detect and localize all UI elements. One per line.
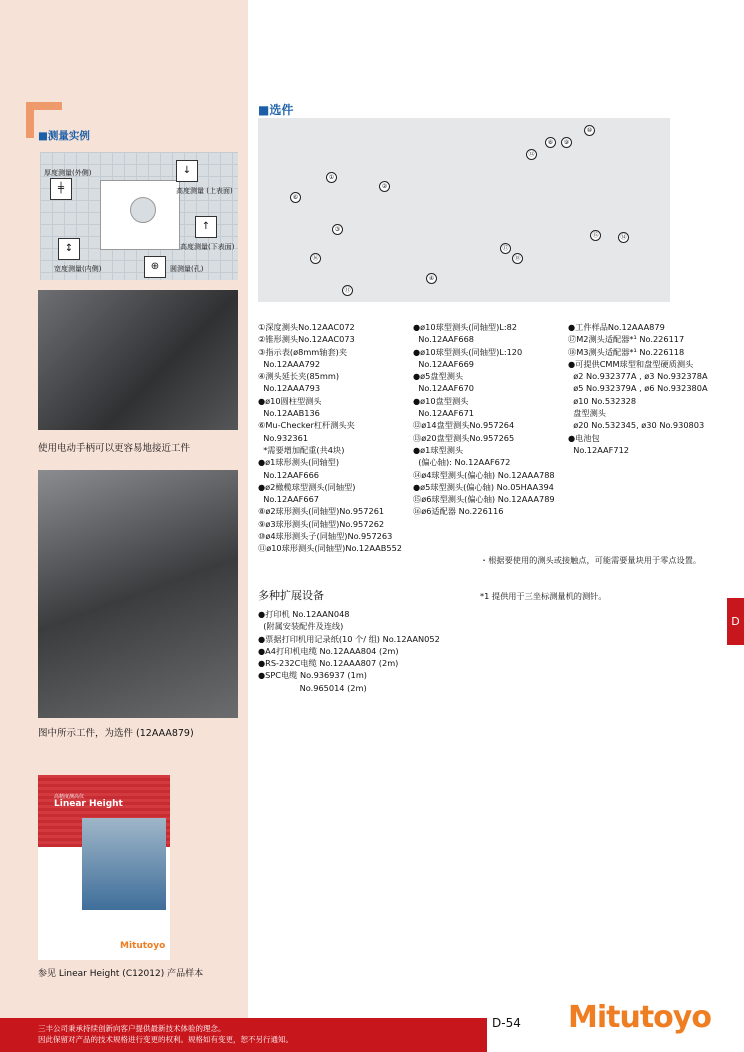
list-item: ●ø10圆柱型测头 xyxy=(258,395,322,406)
list-item: ø20 No.532345, ø30 No.930803 xyxy=(568,420,705,431)
list-item: ●可提供CMM球型和盘型硬质测头 xyxy=(568,358,694,369)
list-item: ø2 No.932377A , ø3 No.932378A xyxy=(568,371,708,382)
callout: ④ xyxy=(426,273,437,284)
list-item: ●ø1球型测头 xyxy=(413,444,464,455)
list-item: ⑫ø14盘型测头No.957264 xyxy=(413,420,515,431)
diagram-label: 圆测量(孔) xyxy=(170,265,204,273)
footer-bar xyxy=(0,1018,487,1052)
list-item: *需要增加配重(共4块) xyxy=(258,444,345,455)
catalog-subtitle: 高精度测高仪 xyxy=(54,794,85,800)
photo-motorized-handle xyxy=(38,290,238,430)
list-item: ⑬ø20盘型测头No.957265 xyxy=(413,432,515,443)
list-item: ●ø1球形测头(同轴型) xyxy=(258,457,340,468)
caption-1: 使用电动手柄可以更容易地接近工件 xyxy=(38,443,191,454)
list-item: ⑨ø3球形测头(同轴型)No.957262 xyxy=(258,518,385,529)
list-item: ④测头延长夹(85mm) xyxy=(258,371,340,382)
callout: ⑱ xyxy=(512,253,523,264)
callout: ⑭ xyxy=(618,232,629,243)
list-item: ●电池包 xyxy=(568,432,600,443)
list-item: (附属安装配件及连线) xyxy=(258,621,344,632)
diagram-label: 厚度测量(外侧) xyxy=(44,169,92,177)
catalog-cover xyxy=(38,775,170,960)
list-item: ●ø10球型测头(同轴型)L:82 xyxy=(413,322,518,332)
callout: ⑫ xyxy=(526,149,537,160)
list-item: No.12AAF666 xyxy=(258,469,319,480)
list-item: No.12AAA792 xyxy=(258,358,321,369)
list-item: ●A4打印机电缆 No.12AAA804 (2m) xyxy=(258,645,399,656)
mitutoyo-logo: Mitutoyo xyxy=(568,1000,711,1035)
diagram-label: 高度测量(下表面) xyxy=(180,243,235,251)
callout: ⑯ xyxy=(310,253,321,264)
list-item: ⑮ø6球型测头(偏心轴) No.12AAA789 xyxy=(413,494,555,505)
list-item: ø10 No.532328 xyxy=(568,395,637,406)
list-item: ②锥形测头No.12AAC073 xyxy=(258,334,355,345)
list-item: ⑩ø4球形测头子(同轴型)No.957263 xyxy=(258,531,393,542)
photo-workpiece xyxy=(38,470,238,718)
expansion-title: 多种扩展设备 xyxy=(258,589,324,602)
list-item: ⑱M3测头适配器*¹ No.226118 xyxy=(568,346,685,357)
list-item: ●工件样品No.12AAA879 xyxy=(568,322,665,332)
list-item: ●打印机 No.12AAN048 xyxy=(258,609,350,619)
options-notes xyxy=(480,529,701,615)
list-item: No.12AAF712 xyxy=(568,444,629,455)
diagram-label: 宽度测量(内侧) xyxy=(54,265,102,273)
list-item: No.12AAA793 xyxy=(258,383,321,394)
list-item: ⑥Mu-Checker杠杆测头夹 xyxy=(258,420,355,431)
height-bottom-icon: ↑ xyxy=(195,216,217,238)
list-item: No.12AAF668 xyxy=(413,334,474,345)
list-item: ●ø10盘型测头 xyxy=(413,395,469,406)
thickness-icon: ╪ xyxy=(50,178,72,200)
page-number: D-54 xyxy=(492,1016,521,1030)
list-item: No.12AAB136 xyxy=(258,408,320,419)
callout: ⑰ xyxy=(500,243,511,254)
section-tab-d[interactable]: D xyxy=(727,598,744,645)
list-item: ⑭ø4球型测头(偏心轴) No.12AAA788 xyxy=(413,469,555,480)
diagram-label: 高度测量 (上表面) xyxy=(176,187,233,195)
footer-line1: 三丰公司秉承持续创新向客户提供最新技术体验的理念。 xyxy=(38,1024,226,1033)
list-item: No.12AAF671 xyxy=(413,408,474,419)
callout: ⑮ xyxy=(590,230,601,241)
note: *1 提供用于三坐标测量机的测针。 xyxy=(480,591,607,602)
list-item: ⑧ø2球形测头(同轴型)No.957261 xyxy=(258,506,385,517)
options-title: ■选件 xyxy=(258,103,294,117)
list-item: No.12AAF670 xyxy=(413,383,474,394)
list-item: ③指示表(ø8mm轴套)夹 xyxy=(258,346,348,357)
list-item: ●ø2橄榄球型测头(同轴型) xyxy=(258,481,356,492)
options-photo xyxy=(258,118,670,302)
note: ・根据要使用的测头或接触点，可能需要量块用于零点设置。 xyxy=(480,554,702,565)
list-item: ⑪ø10球形测头(同轴型)No.12AAB552 xyxy=(258,543,403,554)
catalog-title: Linear Height xyxy=(54,799,123,809)
catalog-photo xyxy=(82,818,166,910)
list-item: No.12AAF667 xyxy=(258,494,319,505)
list-item: ø5 No.932379A , ø6 No.932380A xyxy=(568,383,708,394)
list-item: ●SPC电缆 No.936937 (1m) xyxy=(258,670,367,681)
measurement-diagram xyxy=(40,152,238,280)
options-list-col1 xyxy=(258,321,402,555)
list-item: No.965014 (2m) xyxy=(258,682,367,693)
callout: ② xyxy=(379,181,390,192)
callout: ③ xyxy=(332,224,343,235)
list-item: ⑰M2测头适配器*¹ No.226117 xyxy=(568,334,685,345)
callout: ⑧ xyxy=(545,137,556,148)
options-list-col3 xyxy=(568,321,708,456)
callout: ⑥ xyxy=(290,192,301,203)
list-item: ●ø10球型测头(同轴型)L:120 xyxy=(413,346,523,357)
expansion-list xyxy=(258,608,440,694)
list-item: ⑯ø6适配器 No.226116 xyxy=(413,506,504,517)
circle-icon: ⊕ xyxy=(144,256,166,278)
list-item: (偏心轴): No.12AAF672 xyxy=(413,457,511,468)
list-item: No.932361 xyxy=(258,432,309,443)
callout: ⑩ xyxy=(584,125,595,136)
list-item: ●RS-232C电缆 No.12AAA807 (2m) xyxy=(258,658,399,669)
list-item: ●票据打印机用记录纸(10 个/ 组) No.12AAN052 xyxy=(258,633,440,644)
workpiece-hole xyxy=(130,197,156,223)
list-item: 盘型测头 xyxy=(568,408,606,419)
list-item: ●ø5球型测头(偏心轴) No.05HAA394 xyxy=(413,481,554,492)
footer-line2: 因此保留对产品的技术规格进行变更的权利。规格如有变更，恕不另行通知。 xyxy=(38,1035,293,1044)
callout: ⑨ xyxy=(561,137,572,148)
list-item: ●ø5盘型测头 xyxy=(413,371,464,382)
list-item: ①深度测头No.12AAC072 xyxy=(258,322,355,332)
caption-3: 参见 Linear Height (C12012) 产品样本 xyxy=(38,969,204,979)
options-list-col2 xyxy=(413,321,555,518)
measurement-examples-title: ■测量实例 xyxy=(38,130,90,142)
height-top-icon: ↓ xyxy=(176,160,198,182)
caption-2: 图中所示工件，为选件 (12AAA879) xyxy=(38,728,194,739)
catalog-brand: Mitutoyo xyxy=(120,941,166,951)
list-item: No.12AAF669 xyxy=(413,358,474,369)
width-icon: ↕ xyxy=(58,238,80,260)
callout: ① xyxy=(326,172,337,183)
callout: ⑪ xyxy=(342,285,353,296)
